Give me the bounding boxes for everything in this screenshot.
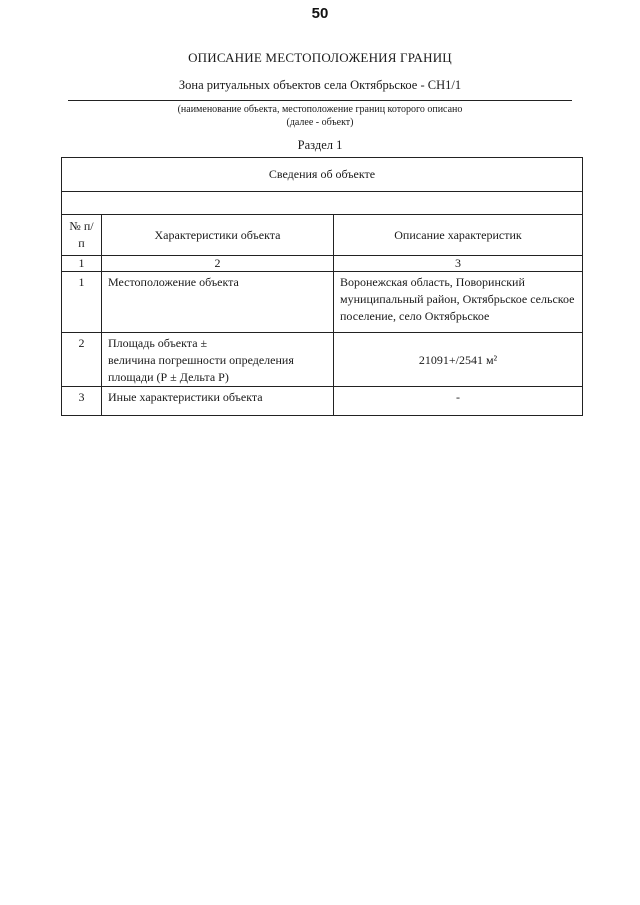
table-row	[62, 272, 583, 333]
table-row	[62, 387, 583, 416]
row-characteristic-line-1: Площадь объекта ±	[108, 336, 208, 350]
table-row	[62, 333, 583, 387]
table-spacer-cell	[62, 192, 583, 215]
column-number-2: 2	[102, 256, 334, 272]
column-number-3: 3	[334, 256, 583, 272]
object-name: Зона ритуальных объектов села Октябрьское - СН1/1	[178, 78, 462, 92]
document-title: ОПИСАНИЕ МЕСТОПОЛОЖЕНИЯ ГРАНИЦ	[188, 50, 452, 65]
row-number: 3	[62, 387, 102, 416]
object-name-underline	[68, 100, 572, 101]
row-characteristic	[102, 333, 334, 387]
header-description: Описание характеристик	[334, 215, 583, 256]
section-label: Раздел 1	[297, 138, 343, 152]
table-column-numbers-row	[62, 256, 583, 272]
row-description: Воронежская область, Поворинский муниципальный район, Октябрьское сельское поселение, село Октябрьское	[334, 272, 583, 333]
caption-line-1: (наименование объекта, местоположение границ которого описано	[177, 104, 463, 115]
caption-line-2: (далее - объект)	[286, 117, 354, 128]
page-number: 50	[311, 5, 329, 22]
row-characteristic: Иные характеристики объекта	[102, 387, 334, 416]
object-caption	[0, 103, 640, 129]
table-title-row	[62, 158, 583, 192]
column-number-1: 1	[62, 256, 102, 272]
header-characteristic: Характеристики объекта	[102, 215, 334, 256]
table-title: Сведения об объекте	[62, 158, 583, 192]
table-spacer-row	[62, 192, 583, 215]
row-description: -	[334, 387, 583, 416]
row-description: 21091+/2541 м²	[334, 333, 583, 387]
row-characteristic-line-2: величина погрешности определения площади (Р ± Дельта Р)	[108, 353, 294, 384]
object-info-table	[61, 157, 583, 416]
row-characteristic: Местоположение объекта	[102, 272, 334, 333]
row-number: 1	[62, 272, 102, 333]
row-number: 2	[62, 333, 102, 387]
header-number: № п/п	[62, 215, 102, 256]
table-header-row	[62, 215, 583, 256]
